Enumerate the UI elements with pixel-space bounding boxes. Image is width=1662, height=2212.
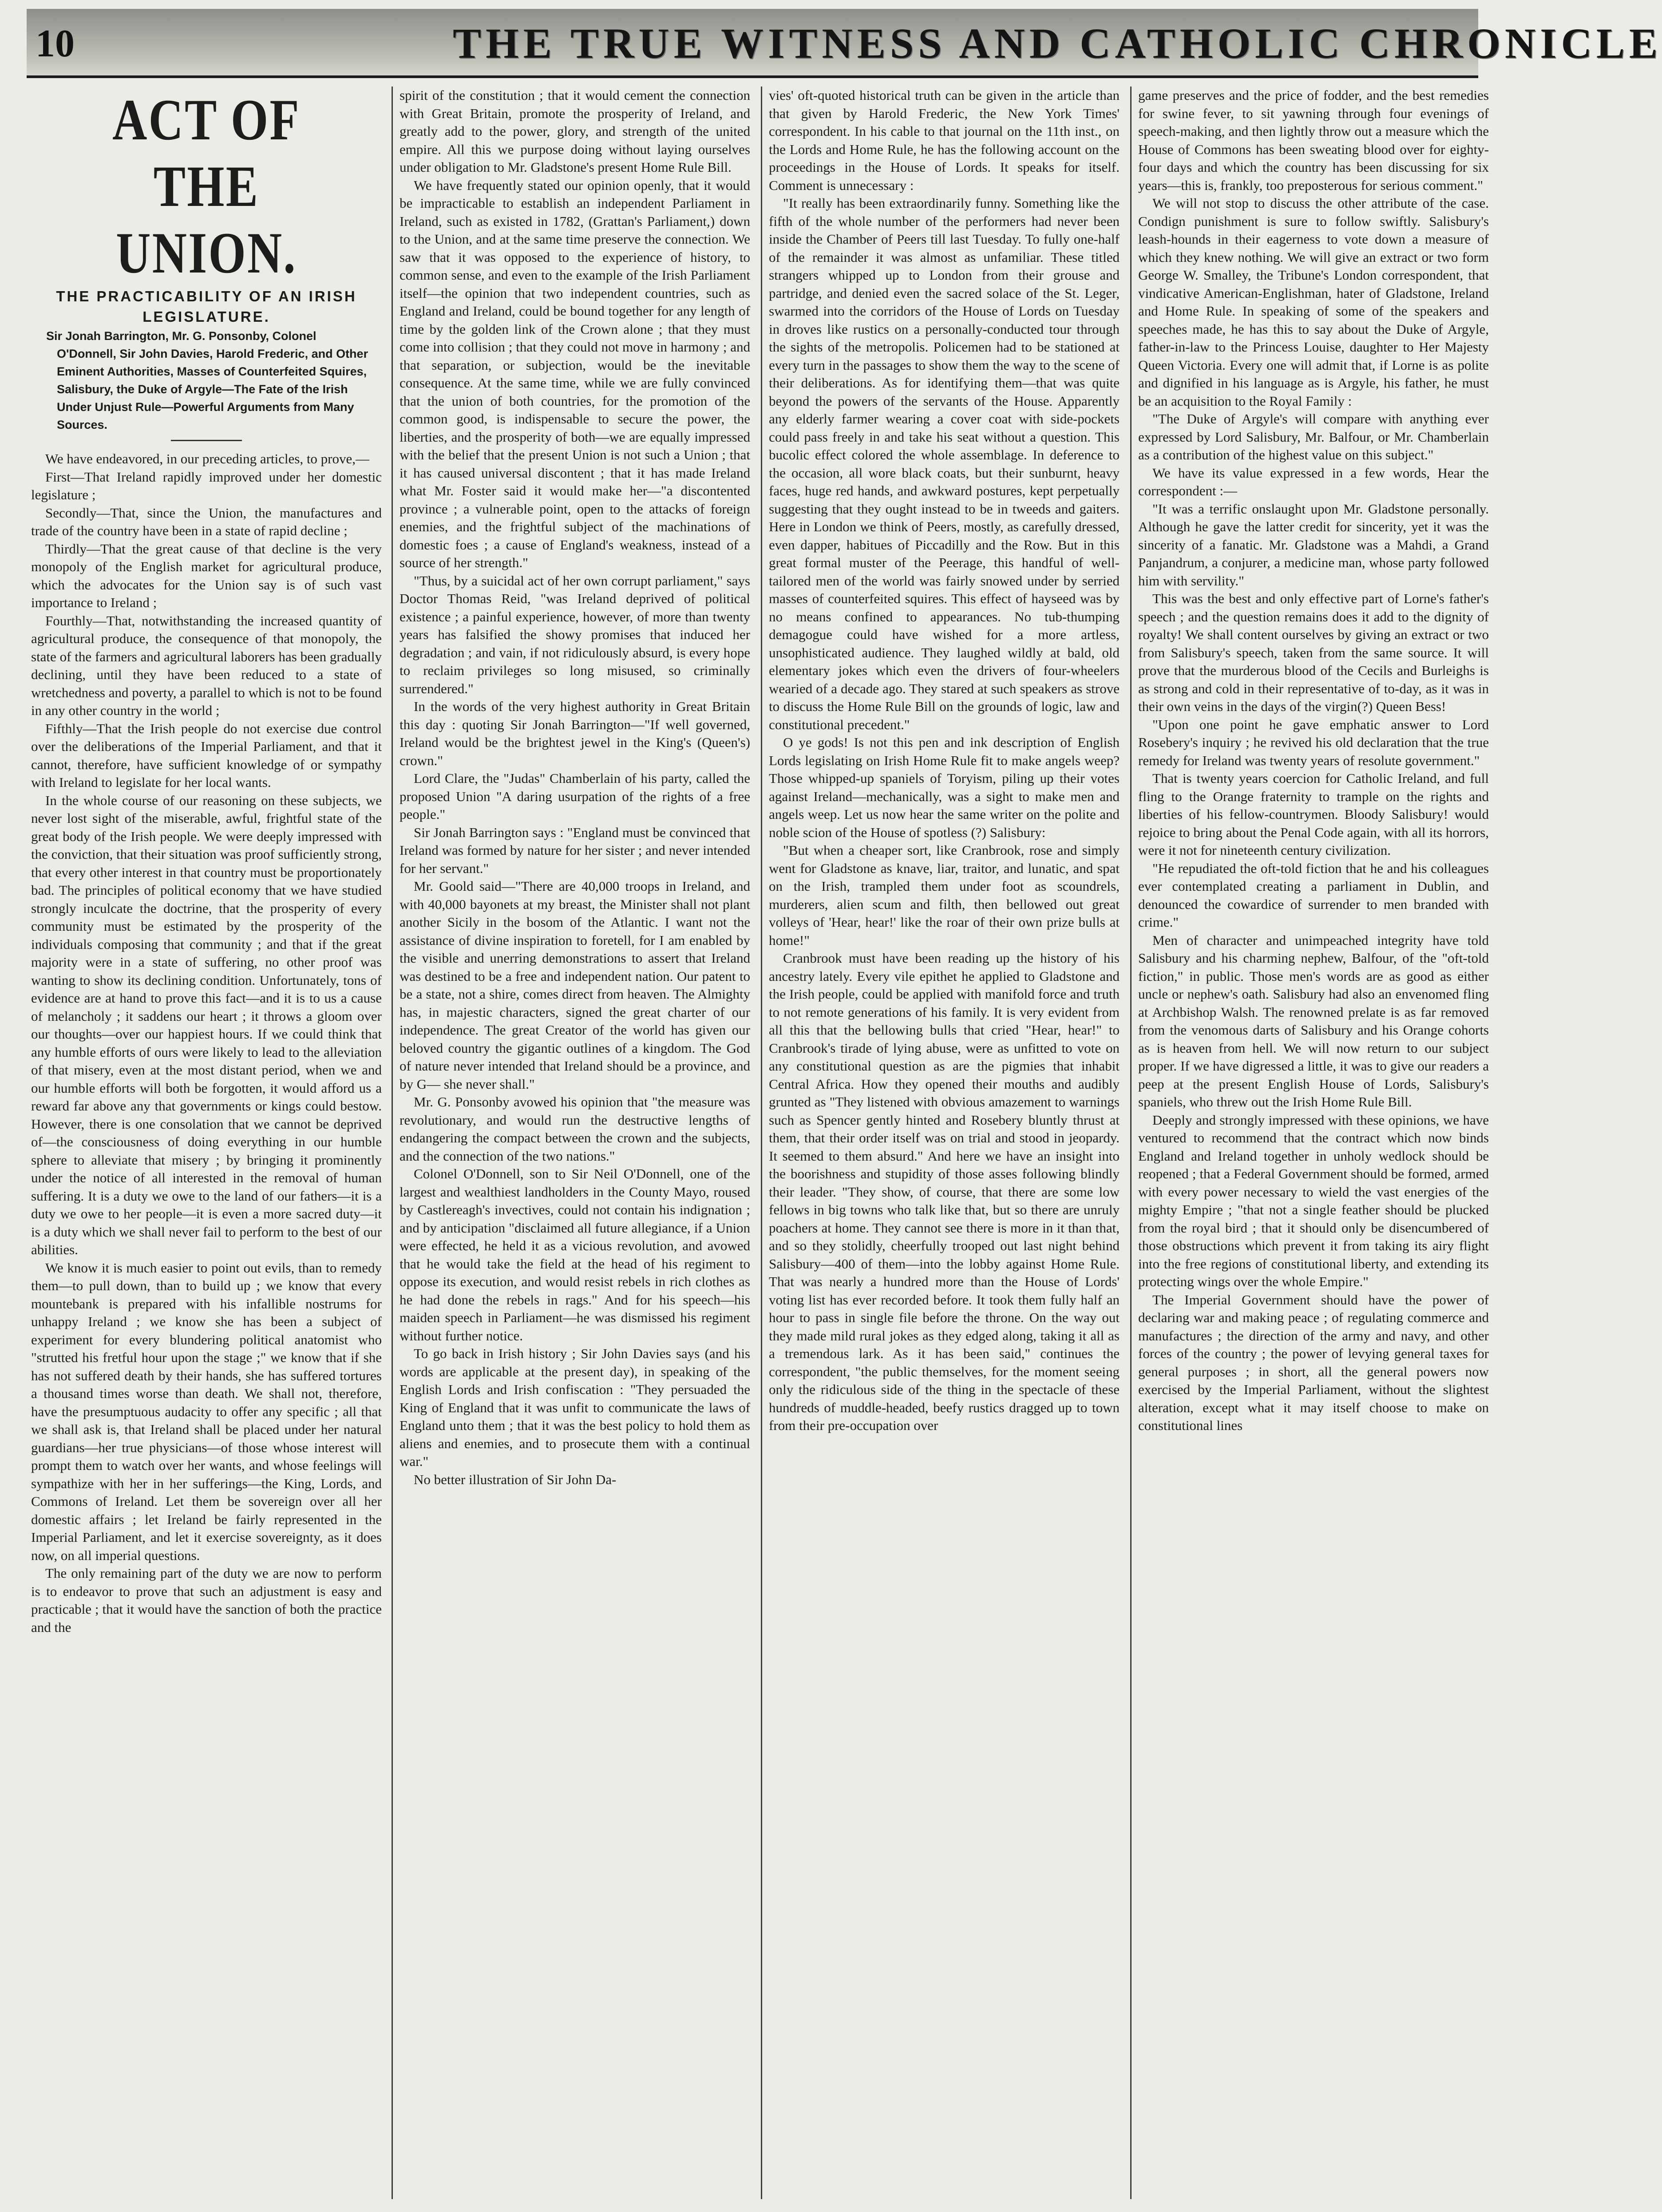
- article-column-1: [31, 87, 382, 2199]
- paragraph: We know it is much easier to point out evils, than to remedy them—to pull down, than to build up ; we know that every mountebank is prepared with his infallible nostrums for unhappy Ireland ; we know she has been a subject of experiment for every blundering political anatomist who "strutted his fretful hour upon the stage ;" we know that if she has not suffered death by their hands, she has suffered tortures a thousand times worse than death. We shall not, therefore, have the presumptuous audacity to offer any specific ; all that we shall ask is, that Ireland shall be placed under her natural guardians—her true physicians—of those whose interest will prompt them to watch over her wants, and whose feelings will sympathize with her in her sufferings—the King, Lords, and Commons of Ireland. Let them be sovereign over all her domestic affairs ; let Ireland be fairly represented in the Imperial Parliament, and let it exercise sovereignty, as it does now, on all imperial questions.: [31, 1260, 382, 1563]
- newspaper-title: THE TRUE WITNESS AND CATHOLIC CHRONICLE: [453, 20, 1662, 67]
- article-subheadline: THE PRACTICABILITY OF AN IRISH LEGISLATURE.: [56, 288, 357, 325]
- paragraph: Mr. Goold said—"There are 40,000 troops in Ireland, and with 40,000 bayonets at my breast, the Minister shall not plant another Sicily in the bosom of the Atlantic. I want not the assistance of divine inspiration to foretell, for I am enabled by the visible and unerring demonstrations to assert that Ireland was destined to be a free and independent nation. Our patent to be a state, not a shire, comes direct from heaven. The Almighty has, in majestic characters, signed the great charter of our independence. The great Creator of the world has given our beloved country the gigantic outlines of a kingdom. The God of nature never intended that Ireland should be a province, and by G— she never shall.": [400, 878, 750, 1092]
- paragraph: The only remaining part of the duty we are now to perform is to endeavor to prove that such an adjustment is easy and practicable ; that it would have the sanction of both the practice and the: [31, 1565, 382, 1635]
- article-column-3: [769, 87, 1120, 2199]
- article-headline: ACT OF THE UNION.: [112, 87, 301, 285]
- paragraph: To go back in Irish history ; Sir John Davies says (and his words are applicable at the present day), in speaking of the English Lords and Irish confiscation : "They persuaded the King of England that it was unfit to communicate the laws of England unto them ; that it was the best policy to hold them as aliens and enemies, and to prosecute them with a continual war.": [400, 1346, 750, 1469]
- paragraph: game preserves and the price of fodder, and the best remedies for swine fever, to sit yawning through four evenings of speech-making, and then lightly throw out a measure which the House of Commons has been sweating blood over for eighty-four days and which the country has been discussing for six years—this is, frankly, too preposterous for serious comment.": [1138, 87, 1489, 193]
- paragraph: vies' oft-quoted historical truth can be given in the article than that given by Harold Frederic, the New York Times' correspondent. In his cable to that journal on the 11th inst., on the Lords and Home Rule, he has the following account on the proceedings in the House of Lords. It speaks for itself. Comment is unnecessary :: [769, 87, 1120, 193]
- paragraph: We have endeavored, in our preceding articles, to prove,—: [45, 451, 370, 466]
- paragraph: O ye gods! Is not this pen and ink description of English Lords legislating on Irish Home Rule fit to make angels weep? Those whipped-up spaniels of Toryism, piling up their votes against Ireland—mechanically, was a sight to make men and angels weep. Let us now hear the same writer on the polite and noble scion of the House of spotless (?) Salisbury:: [769, 735, 1120, 840]
- paragraph: Colonel O'Donnell, son to Sir Neil O'Donnell, one of the largest and wealthiest landholders in the County Mayo, roused by Castlereagh's invectives, could not contain his indignation ; and by anticipation "disclaimed all future allegiance, if a Union were effected, he held it as a vicious revolution, and avowed that he would take the field at the head of his regiment to oppose its execution, and would resist rebels in rich clothes as he had done the rebels in rags." And for his speech—his maiden speech in Parliament—he was dismissed his regiment without further notice.: [400, 1166, 750, 1343]
- section-divider: [171, 440, 242, 441]
- paragraph: "But when a cheaper sort, like Cranbrook, rose and simply went for Gladstone as knave, liar, traitor, and lunatic, and spat on the Irish, trampled them under foot as scoundrels, murderers, alien scum and filth, then bellowed out great volleys of 'Hear, hear!' like the roar of their own prize bulls at home!": [769, 842, 1120, 948]
- paragraph: Thirdly—That the great cause of that decline is the very monopoly of the English market for agricultural produce, which the advocates for the Union say is of such vast importance to Ireland ;: [31, 541, 382, 610]
- paragraph: "The Duke of Argyle's will compare with anything ever expressed by Lord Salisbury, Mr. Balfour, or Mr. Chamberlain as a contribution of the highest value on this subject.": [1138, 411, 1489, 462]
- page-number: 10: [36, 22, 75, 65]
- paragraph: This was the best and only effective part of Lorne's father's speech ; and the question remains does it add to the dignity of royalty! We shall content ourselves by giving an extract or two from Salisbury's speech, taken from the same source. It will prove that the murderous blood of the Cecils and Burleighs is as strong and cold in their representative of to-day, as it was in their own veins in the days of the virgin(?) Queen Bess!: [1138, 591, 1489, 714]
- paragraph: That is twenty years coercion for Catholic Ireland, and full fling to the Orange fraternity to trample on the rights and liberties of his fellow-countrymen. Bloody Salisbury! would rejoice to bring about the Penal Code again, with all its horrors, were it not for nineteenth century civilization.: [1138, 770, 1489, 858]
- paragraph: "Upon one point he gave emphatic answer to Lord Rosebery's inquiry ; he revived his old declaration that the true remedy for Ireland was twenty years of resolute government.": [1138, 716, 1489, 768]
- article-column-2: [400, 87, 750, 2199]
- column-rule: [1130, 87, 1132, 2199]
- masthead: [27, 9, 1662, 78]
- paragraph: No better illustration of Sir John Da-: [414, 1471, 617, 1487]
- paragraph: We have frequently stated our opinion openly, that it would be impracticable to establish an independent Parliament in Ireland, such as existed in 1782, (Grattan's Parliament,) down to the Union, and at the same time preserve the connection. We saw that it was opposed to the experience of history, to common sense, and even to the example of the Irish Parliament itself—the opinion that two independent countries, such as England and Ireland, could be bound together for any length of time by the golden link of the Crown alone ; that they must come into collision ; that they could not move in harmony ; and that separation, or subjection, would be the inevitable consequence. At the same time, while we are fully convinced that the union of both countries, for the promotion of the common good, is indispensable to secure the power, the liberties, and the prosperity of both—we are equally impressed with the belief that the present Union is not such a Union ; that it has caused universal discontent ; that it has made Ireland what Mr. Foster said it would make her—"a discontented province ; a vulnerable point, open to the attacks of foreign enemies, and the frightful subject of the machinations of domestic foes ; a cause of England's weakness, instead of a source of her strength.": [400, 177, 750, 570]
- paragraph: In the whole course of our reasoning on these subjects, we never lost sight of the miserable, awful, frightful state of the great body of the Irish people. We were deeply impressed with the conviction, that their situation was proof sufficiently strong, that every other interest in that country must be proportionately bad. The principles of political economy that we have studied strongly inculcate the doctrine, that the prosperity of every community must be estimated by the prosperity of the individuals composing that community ; and that if the great majority were in a state of suffering, no other proof was wanting to show its declining condition. Unfortunately, tons of evidence are at hand to prove this fact—and it is to us a cause of melancholy ; it saddens our heart ; it throws a gloom over our thoughts—over our happiest hours. If we could think that any humble efforts of ours were likely to lead to the alleviation of that misery, even at the most distant period, when we and our humble efforts will both be forgotten, it would afford us a reward far above any that governments or kings could bestow. However, there is one consolation that we cannot be deprived of—the consciousness of doing everything in our humble sphere to alleviate that misery ; by bringing it prominently under the notice of all interested in the removal of human suffering. It is a duty we owe to the land of our fathers—it is a duty we owe to her people—it is even a more sacred duty—it is a duty which we shall never fail to perform to the best of our abilities.: [31, 792, 382, 1257]
- paragraph: We will not stop to discuss the other attribute of the case. Condign punishment is sure to follow swiftly. Salisbury's leash-hounds in their eagerness to vote down a measure of which they knew nothing. We will give an extract or two form George W. Smalley, the Tribune's London correspondent, that vindicative American-Englishman, hater of Gladstone, Ireland and Home Rule. In speaking of some of the speakers and speeches made, he has this to say about the Duke of Argyle, father-in-law to the Princess Louise, daughter to Her Majesty Queen Victoria. Every one will admit that, if Lorne is as polite and dignified in his language as is Argyle, his father, he must be an acquisition to the Royal Family :: [1138, 195, 1489, 409]
- paragraph: spirit of the constitution ; that it would cement the connection with Great Britain, promote the prosperity of Ireland, and greatly add to the power, glory, and strength of the united empire. All this we purpose doing without laying ourselves under obligation to Mr. Gladstone's present Home Rule Bill.: [400, 87, 750, 175]
- paragraph: "Thus, by a suicidal act of her own corrupt parliament," says Doctor Thomas Reid, "was Ireland deprived of political existence ; a painful experience, however, of more than twenty years has falsified the showy promises that induced her degradation ; and vain, if not ridiculously absurd, is every hope to reclaim privileges so long misused, so criminally surrendered.": [400, 573, 750, 696]
- paragraph: "It really has been extraordinarily funny. Something like the fifth of the whole number of the performers had never been inside the Chamber of Peers till last Tuesday. To fully one-half of the remainder it was almost as unfamiliar. These titled strangers whipped up to London from their grouse and partridge, and denied even the sacred solace of the St. Leger, swarmed into the corridors of the House of Lords on Tuesday in droves like rustics on a personally-conducted tour through the sights of the metropolis. Policemen had to be stationed at every turn in the passages to show them the way to the scene of their deliberations. As for identifying them—that was quite beyond the powers of the servants of the House. Apparently any elderly farmer wearing a cover coat with side-pockets could pass freely in and take his seat without a question. This bucolic effect colored the whole assemblage. In deference to the occasion, all wore black coats, but their sunburnt, heavy faces, huge red hands, and awkward postures, kept perpetually suggesting that they ought instead to be in tweeds and gaiters. Here in London we think of Peers, mostly, as carefully dressed, even dapper, habitues of Piccadilly and the Row. But in this great formal muster of the Peerage, this handful of well-tailored men of the world was fairly snowed under by serried masses of counterfeited squires. This effect of hayseed was by no means confined to appearances. No tub-thumping demagogue could have wished for a more artless, unsophisticated audience. They laughed wildly at bald, old elementary jokes which even the drivers of four-wheelers wearied of a decade ago. They stared at such speakers as strove to discuss the Home Rule Bill on the grounds of logic, law and constitutional precedent.": [769, 195, 1120, 732]
- paragraph: "He repudiated the oft-told fiction that he and his colleagues ever contemplated creating a parliament in Dublin, and denounced the cowardice of surrender to men branded with crime.": [1138, 860, 1489, 930]
- column-rule: [392, 87, 393, 2199]
- paragraph: "It was a terrific onslaught upon Mr. Gladstone personally. Although he gave the latter credit for sincerity, yet it was the sincerity of a fanatic. Mr. Gladstone was a Mahdi, a Grand Panjandrum, a conjurer, a medicine man, whose party followed him with servility.": [1138, 501, 1489, 589]
- paragraph: Mr. G. Ponsonby avowed his opinion that "the measure was revolutionary, and would run the destructive lengths of endangering the compact between the crown and the subjects, and the connection of the two nations.": [400, 1094, 750, 1164]
- paragraph: Lord Clare, the "Judas" Chamberlain of his party, called the proposed Union "A daring usurpation of the rights of a free people.": [400, 770, 750, 822]
- column-1-body: [31, 450, 382, 1636]
- paragraph: In the words of the very highest authority in Great Britain this day : quoting Sir Jonah Barrington—"If well governed, Ireland would be the brightest jewel in the King's (Queen's) crown.": [400, 699, 750, 768]
- paragraph: Cranbrook must have been reading up the history of his ancestry lately. Every vile epithet he applied to Gladstone and the Irish people, could be applied with manifold force and truth to not remote generations of his family. It is very evident from all this that the bellowing bulls that cried "Hear, hear!" to Cranbrook's tirade of lying abuse, were as unfitted to vote on any constitutional question as are the pigmies that inhabit Central Africa. How they opened their mouths and audibly grunted as "They listened with obvious amazement to warnings such as Spencer gently hinted and Rosebery bluntly thrust at them, that their order itself was on trial and stood in jeopardy. It seemed to them absurd." And here we have an insight into the boorishness and stupidity of those asses following blindly their leader. "They show, of course, that there are some low fellows in big towns who talk like that, but so there are unruly poachers at home. They cannot see there is more in it than that, and so they stolidly, cheerfully trooped out last night behind Salisbury—400 of them—into the lobby against Home Rule. That was nearly a hundred more than the House of Lords' voting list has ever recorded before. It took them fully half an hour to pass in single file before the throne. On the way out they made mild rural jokes as they edged along, taking it all as a tremendous lark. As it has been said," continues the correspondent, "the public themselves, for the moment seeing only the ridiculous side of the thing in the spectacle of these hundreds of muddle-headed, beefy rustics dragged up to town from their pre-occupation over: [769, 950, 1120, 1433]
- paragraph: Fifthly—That the Irish people do not exercise due control over the deliberations of the Imperial Parliament, and that it cannot, therefore, have sufficient knowledge of or sympathy with Ireland to legislate for her local wants.: [31, 720, 382, 790]
- paragraph: Secondly—That, since the Union, the manufactures and trade of the country have been in a state of rapid decline ;: [31, 505, 382, 538]
- paragraph: Men of character and unimpeached integrity have told Salisbury and his charming nephew, Balfour, of the "oft-told fiction," in public. Those men's words are as good as either uncle or nephew's oath. Salisbury had also an envenomed fling at Archbishop Walsh. The renowned prelate is as far removed from the venomous darts of Salisbury and his Orange cohorts as is heaven from hell. We will now return to our subject proper. If we have digressed a little, it was to give our readers a peep at the present English House of Lords, Salisbury's spaniels, who threw out the Irish Home Rule Bill.: [1138, 932, 1489, 1110]
- paragraph: Fourthly—That, notwithstanding the increased quantity of agricultural produce, the consequence of that monopoly, the state of the farmers and agricultural laborers has been gradually declining, until they have been reduced to a state of wretchedness and poverty, a parallel to which is not to be found in any other country in the world ;: [31, 612, 382, 718]
- paragraph: First—That Ireland rapidly improved under her domestic legislature ;: [31, 469, 382, 502]
- paragraph: Deeply and strongly impressed with these opinions, we have ventured to recommend that the contract which now binds England and Ireland together in unholy wedlock should be reopened ; that a Federal Government should be formed, armed with every power necessary to wield the vast energies of the mighty Empire ; "that not a single feather should be plucked from the royal bird ; that it should only be disencumbered of those obstructions which prevent it from taking its airy flight into the free regions of constitutional liberty, and extending its protecting wings over the whole Empire.": [1138, 1112, 1489, 1289]
- paragraph: Sir Jonah Barrington says : "England must be convinced that Ireland was formed by nature for her sister ; and never intended for her servant.": [400, 824, 750, 876]
- article-deck: Sir Jonah Barrington, Mr. G. Ponsonby, Colonel O'Donnell, Sir John Davies, Harold Frederic, and Other Eminent Authorities, Masses of Counterfeited Squires, Salisbury, the Duke of Argyle—The Fate of the Irish Under Unjust Rule—Powerful Arguments from Many Sources.: [46, 329, 368, 431]
- paragraph: We have its value expressed in a few words, Hear the correspondent :—: [1138, 465, 1489, 498]
- article-column-4: [1138, 87, 1489, 2199]
- paragraph: The Imperial Government should have the power of declaring war and making peace ; of regulating commerce and manufactures ; the direction of the army and navy, and other forces of the country ; the power of levying general taxes for general purposes ; in short, all the general powers now exercised by the Imperial Parliament, without the slightest alteration, except what it may itself choose to make on constitutional lines: [1138, 1292, 1489, 1433]
- column-rule: [761, 87, 762, 2199]
